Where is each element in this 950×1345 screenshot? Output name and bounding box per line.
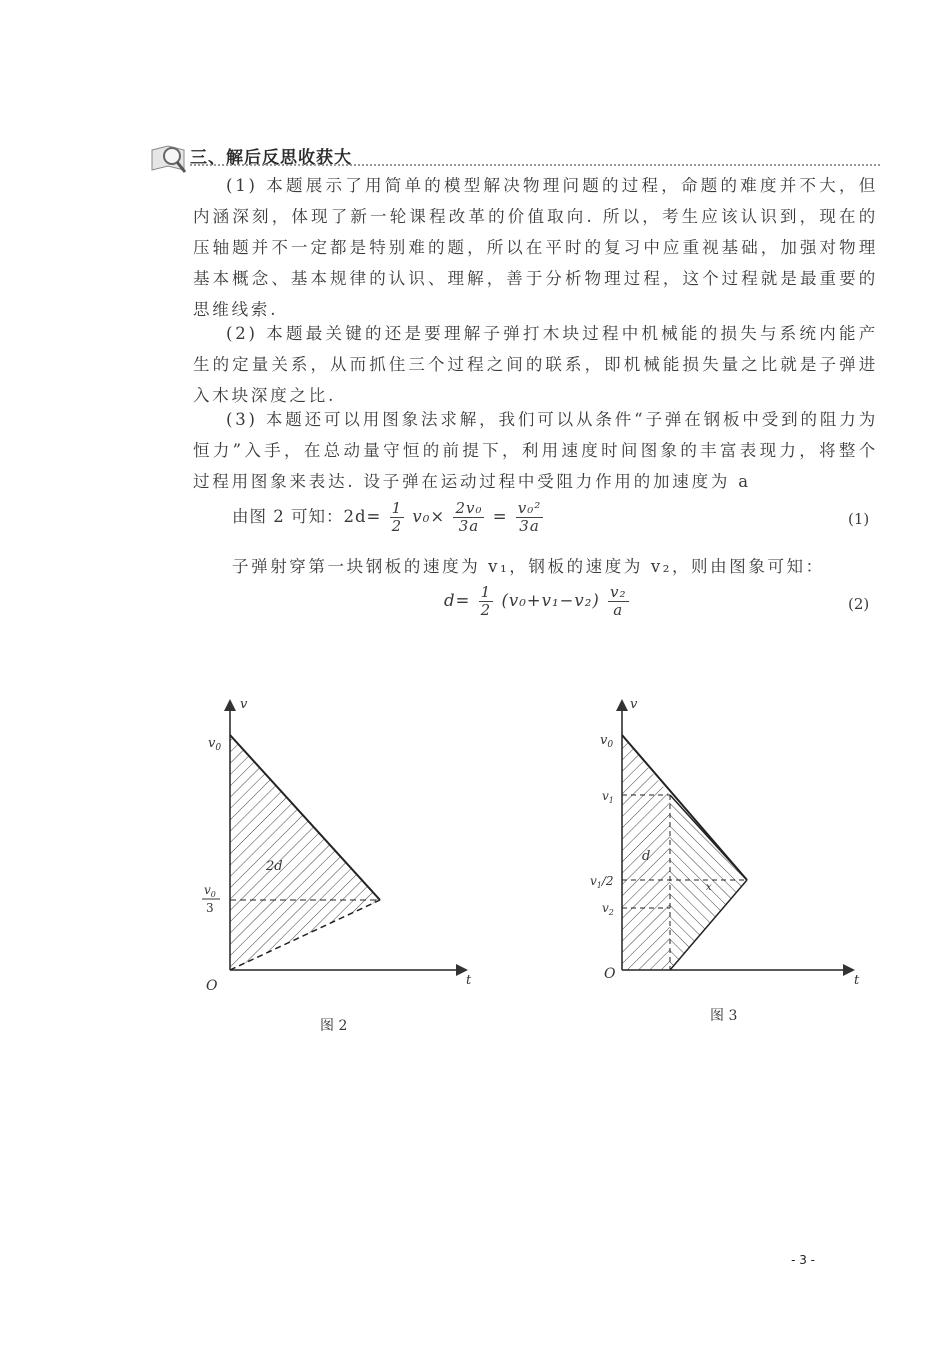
figure-3-v1-half-label: $v_1/2$ <box>590 874 614 890</box>
figure-2-caption: 图 2 <box>320 1018 348 1034</box>
figure-3-v-label: v <box>630 697 638 712</box>
figure-3-area-label-d: d <box>642 849 651 864</box>
figure-3-origin-label: O <box>604 966 616 982</box>
section-title: 三、解后反思收获大 <box>190 148 352 168</box>
eq2-prefix: d= <box>444 591 471 610</box>
figure-3-area-label-small: x <box>706 882 712 893</box>
heading-divider <box>190 164 880 166</box>
figure-2-t-label: t <box>466 973 472 988</box>
figure-2-graph <box>190 690 490 1034</box>
equation-2-number: (2) <box>848 595 870 613</box>
sentence-2: 子弹射穿第一块钢板的速度为 v₁，钢板的速度为 v₂，则由图象可知： <box>232 557 825 576</box>
figure-3-t-label: t <box>854 973 860 988</box>
figure-2-area-label: 2d <box>266 859 283 874</box>
eq1-equals: = <box>492 507 508 526</box>
paragraph-1-text: (1) 本题展示了用简单的模型解决物理问题的过程，命题的难度并不大，但内涵深刻，体现了新一轮课程改革的价值取向. 所以，考生应该认识到，现在的压轴题并不一定都是特别难的题，所以在平时的复习中应重视基础，加强对物理基本概念、基本规律的认识、理解，善于分析物理过程，这个过程就是最重要的思维线索. <box>193 176 878 319</box>
equation-1 <box>232 500 545 535</box>
figure-3-caption: 图 3 <box>710 1008 738 1024</box>
section-heading <box>150 140 880 170</box>
figure-2-v0-label: $v_0$ <box>208 736 222 753</box>
equation-1-number: (1) <box>848 510 870 528</box>
page-number: - 3 - <box>791 1253 815 1267</box>
paragraph-1 <box>193 170 878 325</box>
eq1-prefix: 由图 2 可知：2d= <box>232 507 382 526</box>
eq1-fraction-v0sq-3a: $\frac{\text{v₀²}}{3a}$ <box>517 499 542 535</box>
eq2-mid: (v₀+v₁−v₂) <box>501 591 600 610</box>
figure-3-v1-label: $v_1$ <box>602 789 614 805</box>
figure-2-origin-label: O <box>206 978 218 994</box>
figure-2-v0-3-denominator: 3 <box>206 901 214 915</box>
figure-2-v-label: v <box>240 697 248 712</box>
paragraph-3-text: (3) 本题还可以用图象法求解，我们可以从条件“子弹在钢板中受到的阻力为恒力”入手，在总动量守恒的前提下，利用速度时间图象的丰富表现力，将整个过程用图象来表达. 设子弹在运动过程中受阻力作用的加速度为 a <box>193 410 878 491</box>
figure-2-v0-3-numerator: $v_0$ <box>204 883 216 899</box>
paragraph-3 <box>193 404 878 497</box>
figure-3-graph <box>590 690 880 1024</box>
eq1-mid: v₀× <box>412 507 446 526</box>
eq1-fraction-2v0-3a: $\frac{\text{2v₀}}{3a}$ <box>455 499 483 535</box>
eq2-fraction-v2-a: $\frac{\text{v₂}}{a}$ <box>610 583 627 619</box>
magnifier-book-icon <box>150 140 190 176</box>
equation-2 <box>444 584 631 619</box>
figure-3-v2-label: $v_2$ <box>602 901 614 917</box>
paragraph-2 <box>193 318 878 411</box>
figure-3-v0-label: $v_0$ <box>600 733 614 750</box>
paragraph-2-text: (2) 本题最关键的还是要理解子弹打木块过程中机械能的损失与系统内能产生的定量关系，从而抓住三个过程之间的联系，即机械能损失量之比就是子弹进入木块深度之比. <box>193 324 878 405</box>
eq2-fraction-half: $\frac{1}{2}$ <box>480 583 492 619</box>
eq1-fraction-half: $\frac{1}{2}$ <box>391 499 403 535</box>
